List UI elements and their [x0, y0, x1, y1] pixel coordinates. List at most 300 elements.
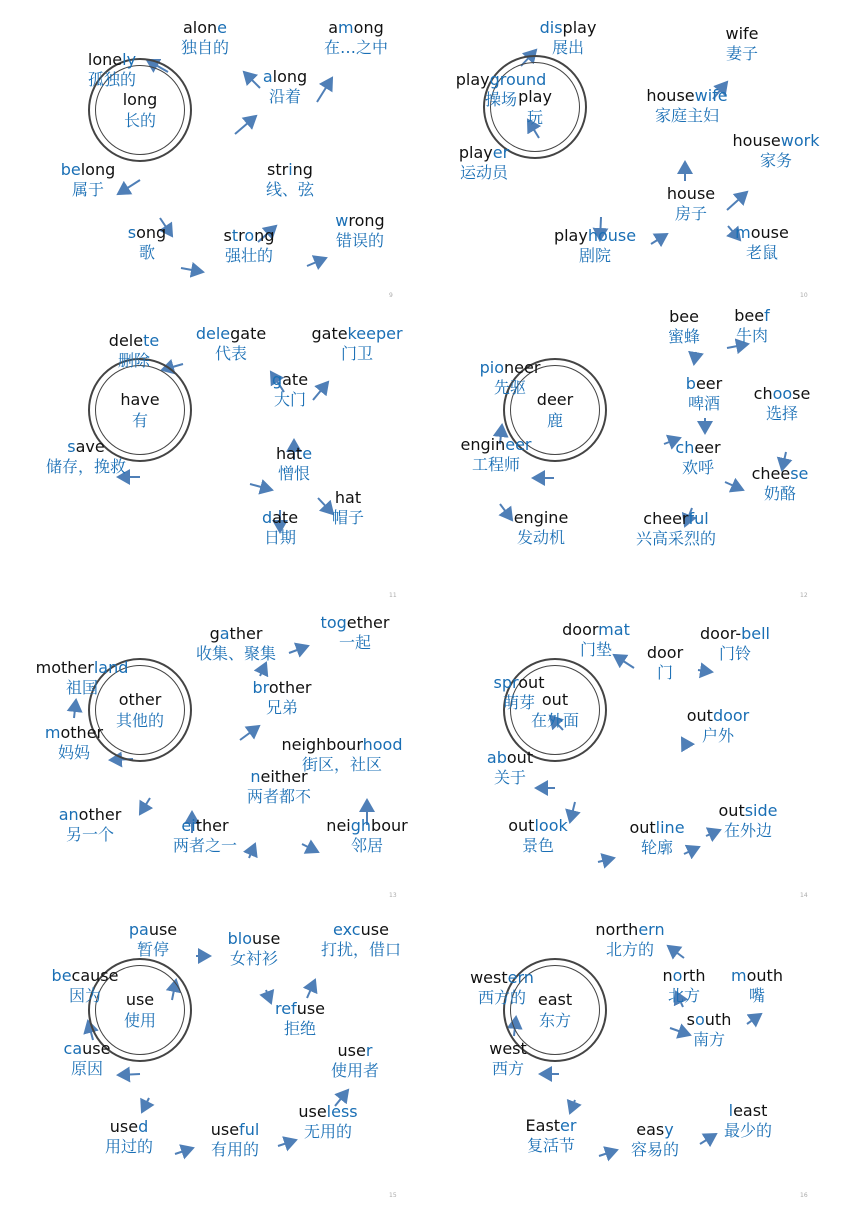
related-word: [321, 920, 401, 960]
related-word-chinese: 工程师: [471, 455, 520, 474]
word-letters: ng: [254, 226, 275, 245]
related-word-chinese: 因为: [68, 986, 102, 1005]
word-letters: cheer: [643, 509, 689, 528]
word-letters: door: [646, 643, 684, 662]
word-letters: nei: [326, 816, 351, 835]
related-word-chinese: 轮廓: [640, 838, 674, 857]
related-word-english: [686, 374, 722, 394]
related-word-english: [173, 816, 237, 836]
related-word-chinese: 门垫: [579, 640, 613, 659]
related-word: [252, 678, 311, 718]
highlighted-letters: blo: [227, 929, 253, 948]
related-word-english: [282, 735, 403, 755]
related-word-chinese: 兄弟: [265, 698, 299, 717]
related-word-chinese: 剧院: [578, 246, 611, 265]
related-word-chinese: 强壮的: [224, 246, 274, 265]
related-word-chinese: 展出: [551, 38, 584, 57]
related-word-chinese: 家庭主妇: [654, 106, 720, 125]
highlighted-letters: dele: [195, 324, 231, 343]
highlighted-letters: e: [217, 18, 228, 37]
arrow: [289, 646, 308, 653]
related-word-chinese: 错误的: [335, 231, 384, 250]
related-word: [228, 929, 281, 969]
arrow: [668, 946, 684, 958]
highlighted-letters: s: [67, 437, 76, 456]
related-word-chinese: 运动员: [459, 163, 509, 182]
highlighted-letters: o: [672, 966, 683, 985]
word-letters: lone: [87, 50, 123, 69]
arrow: [142, 1098, 149, 1112]
word-letters: ave: [75, 437, 105, 456]
highlighted-letters: look: [534, 816, 568, 835]
related-word-english: [514, 508, 569, 528]
related-word-english: [562, 620, 630, 640]
related-word-english: [211, 1120, 260, 1140]
root-word-english: use: [125, 990, 155, 1009]
related-word: [646, 86, 727, 126]
root-word-english: have: [120, 390, 160, 409]
related-word-chinese: 储存，挽救: [45, 457, 127, 476]
related-word: [724, 1101, 772, 1141]
related-word-english: [731, 966, 783, 986]
related-word-english: [508, 816, 568, 836]
related-word-chinese: 选择: [765, 404, 799, 423]
word-family-panel: [430, 0, 860, 300]
highlighted-letters: a: [219, 624, 230, 643]
related-word-chinese: 妈妈: [57, 743, 90, 762]
related-word: [459, 143, 509, 183]
related-word-english: [554, 226, 636, 246]
related-word-english: [46, 437, 126, 457]
word-family-panel: [430, 600, 860, 900]
word-letters: out: [718, 801, 745, 820]
highlighted-letters: be: [51, 966, 72, 985]
arrow: [318, 498, 333, 514]
related-word-chinese: 邻居: [350, 836, 383, 855]
related-word-english: [752, 464, 809, 484]
page-number: 16: [800, 1192, 808, 1199]
related-word-chinese: 萌芽: [502, 693, 536, 712]
related-word-english: [754, 384, 811, 404]
related-word: [562, 620, 630, 660]
arrow: [181, 268, 203, 272]
related-word-english: [311, 324, 402, 344]
highlighted-letters: side: [744, 801, 778, 820]
page-number: 10: [800, 292, 808, 299]
word-letters: ther: [229, 624, 263, 643]
arrow: [118, 180, 140, 194]
related-word-chinese: 门铃: [718, 644, 752, 663]
related-word-chinese: 用过的: [104, 1137, 154, 1156]
root-word-chinese: 鹿: [546, 411, 563, 430]
related-word: [489, 1039, 527, 1079]
word-letters: cause: [71, 966, 119, 985]
related-word-chinese: 线、弦: [265, 180, 315, 199]
word-letters: north: [595, 920, 639, 939]
related-word-chinese: 两者之一: [172, 836, 238, 855]
highlighted-letters: e: [302, 444, 313, 463]
related-word-english: [252, 678, 311, 698]
related-word: [173, 816, 237, 856]
related-word-chinese: 在外边: [723, 821, 773, 840]
highlighted-letters: a: [262, 67, 273, 86]
word-letters: engin: [460, 435, 506, 454]
related-word-english: [36, 658, 129, 678]
word-letters: engine: [513, 508, 569, 527]
related-word-chinese: 家务: [759, 151, 792, 170]
related-word-chinese: 房子: [674, 204, 707, 223]
related-word-chinese: 嘴: [748, 986, 765, 1005]
related-word: [668, 307, 700, 347]
arrow: [694, 352, 696, 364]
related-word-english: [631, 1120, 679, 1140]
root-word-chinese: 有: [131, 411, 148, 430]
related-word: [526, 1116, 577, 1156]
highlighted-letters: mat: [598, 620, 630, 639]
highlighted-letters: o: [694, 1010, 705, 1029]
word-family-panel: [430, 300, 860, 600]
word-letters: s: [686, 1010, 695, 1029]
arrow: [260, 663, 266, 676]
highlighted-letters: i: [288, 160, 293, 179]
related-word-chinese: 景色: [521, 836, 554, 855]
highlighted-letters: bell: [741, 624, 770, 643]
highlighted-letters: s: [127, 223, 137, 242]
word-letters: bee: [669, 307, 699, 326]
word-letters: use: [298, 1102, 327, 1121]
highlighted-letters: m: [735, 223, 751, 242]
related-word-english: [487, 748, 533, 768]
related-word: [196, 324, 266, 364]
word-letters: wife: [725, 24, 759, 43]
related-word-chinese: 北方: [667, 986, 700, 1005]
related-word: [687, 1010, 732, 1050]
related-word-english: [459, 143, 509, 163]
word-letters: rong: [348, 211, 385, 230]
related-word: [667, 184, 715, 224]
arrow: [307, 980, 315, 998]
arrow: [747, 1014, 761, 1024]
related-word-chinese: 日期: [263, 528, 297, 547]
highlighted-letters: be: [60, 160, 81, 179]
related-word: [64, 1039, 111, 1079]
related-word: [326, 816, 407, 856]
highlighted-letters: ground: [489, 70, 547, 89]
highlighted-letters: m: [731, 966, 747, 985]
root-word-chinese: 玩: [526, 108, 543, 127]
related-word: [675, 438, 720, 478]
related-word-chinese: 蜜蜂: [667, 327, 701, 346]
word-letters: west: [470, 968, 508, 987]
related-word: [487, 748, 533, 788]
related-word-english: [335, 211, 384, 231]
arrow: [175, 1148, 193, 1154]
arrow: [266, 990, 271, 1003]
related-word-chinese: 啤酒: [687, 394, 721, 413]
related-word: [647, 643, 683, 683]
word-letters: play: [562, 18, 597, 37]
related-word-chinese: 容易的: [630, 1140, 680, 1159]
word-letters: eer: [694, 438, 721, 457]
related-word-english: [332, 488, 364, 508]
related-word: [631, 1120, 679, 1160]
related-word-english: [266, 160, 314, 180]
highlighted-letters: spr: [493, 673, 519, 692]
related-word: [663, 966, 706, 1006]
related-word-english: [59, 805, 122, 825]
highlighted-letters: ern: [638, 920, 665, 939]
related-word: [324, 18, 388, 58]
related-word-chinese: 两者都不: [246, 787, 312, 806]
highlighted-letters: te: [143, 331, 160, 350]
related-word-english: [734, 306, 769, 326]
related-word-english: [470, 968, 534, 988]
word-letters: ouse: [750, 223, 789, 242]
related-word-chinese: 西方: [491, 1059, 525, 1078]
related-word: [687, 706, 750, 746]
root-word-chinese: 其他的: [115, 711, 164, 730]
word-letters: use: [337, 1041, 366, 1060]
related-word: [46, 437, 126, 477]
related-word-english: [636, 509, 716, 529]
related-word-chinese: 女衬衫: [229, 949, 278, 968]
related-word-english: [725, 24, 758, 44]
word-letters: mother: [35, 658, 94, 677]
related-word-chinese: 户外: [701, 726, 735, 745]
word-letters: chee: [751, 464, 791, 483]
related-word-english: [331, 1041, 379, 1061]
related-word-chinese: 另一个: [65, 825, 115, 844]
related-word-chinese: 欢呼: [681, 458, 715, 477]
related-word: [311, 324, 402, 364]
arrow: [240, 726, 259, 740]
arrow: [500, 504, 512, 520]
word-letters: house: [732, 131, 781, 150]
word-letters: other: [60, 723, 104, 742]
related-word-english: [321, 920, 401, 940]
related-word: [752, 464, 809, 504]
arrow: [307, 258, 326, 266]
word-letters: out: [508, 816, 535, 835]
related-word: [540, 18, 597, 58]
root-word-chinese: 长的: [123, 111, 156, 130]
related-word-english: [224, 226, 275, 246]
root-word: [88, 89, 192, 131]
related-word: [332, 488, 364, 528]
word-letters: use: [82, 1039, 111, 1058]
related-word-chinese: 一起: [338, 633, 371, 652]
related-word-english: [526, 1116, 577, 1136]
related-word-english: [595, 920, 664, 940]
arrow: [118, 1074, 140, 1075]
word-letters: east: [733, 1101, 768, 1120]
related-word-chinese: 兴高采烈的: [635, 529, 717, 548]
related-word: [181, 18, 229, 58]
highlighted-letters: br: [252, 678, 269, 697]
related-word: [298, 1102, 357, 1142]
root-word-english: play: [518, 87, 552, 106]
highlighted-letters: pio: [479, 358, 504, 377]
arrow: [684, 847, 699, 854]
related-word: [105, 1117, 153, 1157]
related-word: [59, 805, 122, 845]
word-family-panel: [0, 0, 430, 300]
word-letters: door-: [700, 624, 742, 643]
related-word-english: [687, 706, 750, 726]
word-letters: s: [223, 226, 232, 245]
related-word-chinese: 在…之中: [323, 38, 389, 57]
related-word: [266, 160, 314, 200]
related-word: [725, 24, 758, 64]
root-word-chinese: 在外面: [530, 711, 579, 730]
related-word-chinese: 南方: [692, 1030, 726, 1049]
related-word-english: [275, 999, 325, 1019]
word-letters: hat: [275, 444, 303, 463]
related-word-english: [196, 324, 266, 344]
root-word: [88, 389, 192, 431]
root-word-english: other: [118, 690, 162, 709]
related-word-chinese: 独自的: [180, 38, 230, 57]
word-letters: other: [268, 678, 312, 697]
highlighted-letters: m: [338, 18, 354, 37]
highlighted-letters: dis: [539, 18, 563, 37]
related-word: [508, 816, 568, 856]
related-word: [700, 624, 770, 664]
highlighted-letters: pa: [128, 920, 149, 939]
related-word: [636, 509, 716, 549]
related-word-chinese: 帽子: [331, 508, 365, 527]
related-word: [456, 70, 546, 110]
word-letters: ate: [272, 508, 299, 527]
related-word-chinese: 关于: [493, 768, 527, 787]
related-word-english: [109, 331, 159, 351]
highlighted-letters: se: [790, 464, 809, 483]
highlighted-letters: ern: [507, 968, 534, 987]
highlighted-letters: r: [365, 1041, 373, 1060]
word-letters: ong: [353, 18, 384, 37]
word-letters: play: [553, 226, 588, 245]
word-letters: outh: [746, 966, 783, 985]
word-letters: out: [506, 748, 534, 767]
related-word-english: [540, 18, 597, 38]
related-word: [52, 966, 119, 1006]
highlighted-letters: door: [712, 706, 750, 725]
word-letters: use: [148, 920, 178, 939]
related-word-english: [64, 1039, 111, 1059]
word-letters: ng: [292, 160, 313, 179]
related-word-english: [480, 358, 541, 378]
related-word-english: [647, 643, 683, 663]
page-number: 15: [389, 1192, 397, 1199]
related-word-english: [262, 508, 298, 528]
word-family-panel: [0, 600, 430, 900]
highlighted-letters: l: [728, 1101, 734, 1120]
highlighted-letters: ly: [122, 50, 137, 69]
related-word-chinese: 孤独的: [87, 70, 137, 89]
word-letters: alon: [182, 18, 218, 37]
related-word-english: [324, 18, 388, 38]
highlighted-letters: w: [335, 211, 349, 230]
arrow: [598, 858, 614, 862]
word-letters: a: [328, 18, 339, 37]
related-word: [272, 370, 308, 410]
related-word: [719, 801, 778, 841]
highlighted-letters: house: [587, 226, 637, 245]
highlighted-letters: eer: [505, 435, 532, 454]
related-word: [629, 818, 684, 858]
word-letters: use: [360, 920, 389, 939]
related-word: [335, 211, 384, 251]
highlighted-letters: keeper: [347, 324, 403, 343]
related-word: [247, 767, 311, 807]
word-letters: ch: [753, 384, 773, 403]
related-word-chinese: 发动机: [516, 528, 566, 547]
related-word-english: [105, 1117, 153, 1137]
arrow: [727, 192, 747, 210]
related-word: [275, 999, 325, 1039]
word-letters: either: [260, 767, 308, 786]
related-word-chinese: 西方的: [477, 988, 527, 1007]
word-letters: ether: [346, 613, 390, 632]
related-word: [276, 444, 312, 484]
highlighted-letters: ab: [486, 748, 507, 767]
word-letters: dele: [108, 331, 144, 350]
highlighted-letters: less: [326, 1102, 358, 1121]
related-word: [734, 306, 769, 346]
related-word: [109, 331, 159, 371]
related-word-chinese: 门卫: [340, 344, 374, 363]
word-letters: gate: [230, 324, 267, 343]
related-word-english: [129, 920, 177, 940]
related-word-english: [733, 131, 820, 151]
arrow: [570, 802, 575, 822]
related-word: [88, 50, 136, 90]
related-word-english: [88, 50, 136, 70]
related-word-chinese: 门: [656, 663, 673, 682]
related-word-english: [629, 818, 684, 838]
related-word: [263, 67, 307, 107]
word-letters: str: [267, 160, 289, 179]
related-word-english: [667, 184, 715, 204]
related-word-chinese: 复活节: [526, 1136, 576, 1155]
related-word-chinese: 暂停: [136, 940, 170, 959]
word-letters: out: [686, 706, 713, 725]
word-letters: n: [662, 966, 673, 985]
page-number: 9: [389, 292, 393, 299]
arrow: [235, 116, 256, 134]
highlighted-letters: tog: [320, 613, 347, 632]
word-letters: uth: [704, 1010, 732, 1029]
word-letters: g: [209, 624, 220, 643]
highlighted-letters: land: [93, 658, 129, 677]
arrow: [313, 382, 328, 400]
word-letters: use: [296, 999, 326, 1018]
related-word-chinese: 歌: [138, 243, 155, 262]
related-word: [754, 384, 811, 424]
arrow: [570, 1100, 575, 1113]
related-word: [331, 1041, 379, 1081]
highlighted-letters: ful: [239, 1120, 260, 1139]
related-word-english: [489, 1039, 527, 1059]
related-word: [36, 658, 129, 698]
related-word: [470, 968, 534, 1008]
root-word-english: deer: [536, 390, 574, 409]
arrow: [249, 844, 255, 858]
word-letters: East: [525, 1116, 561, 1135]
related-word-chinese: 最少的: [723, 1121, 773, 1140]
highlighted-letters: m: [44, 723, 61, 742]
related-word-chinese: 收集、聚集: [195, 644, 277, 663]
